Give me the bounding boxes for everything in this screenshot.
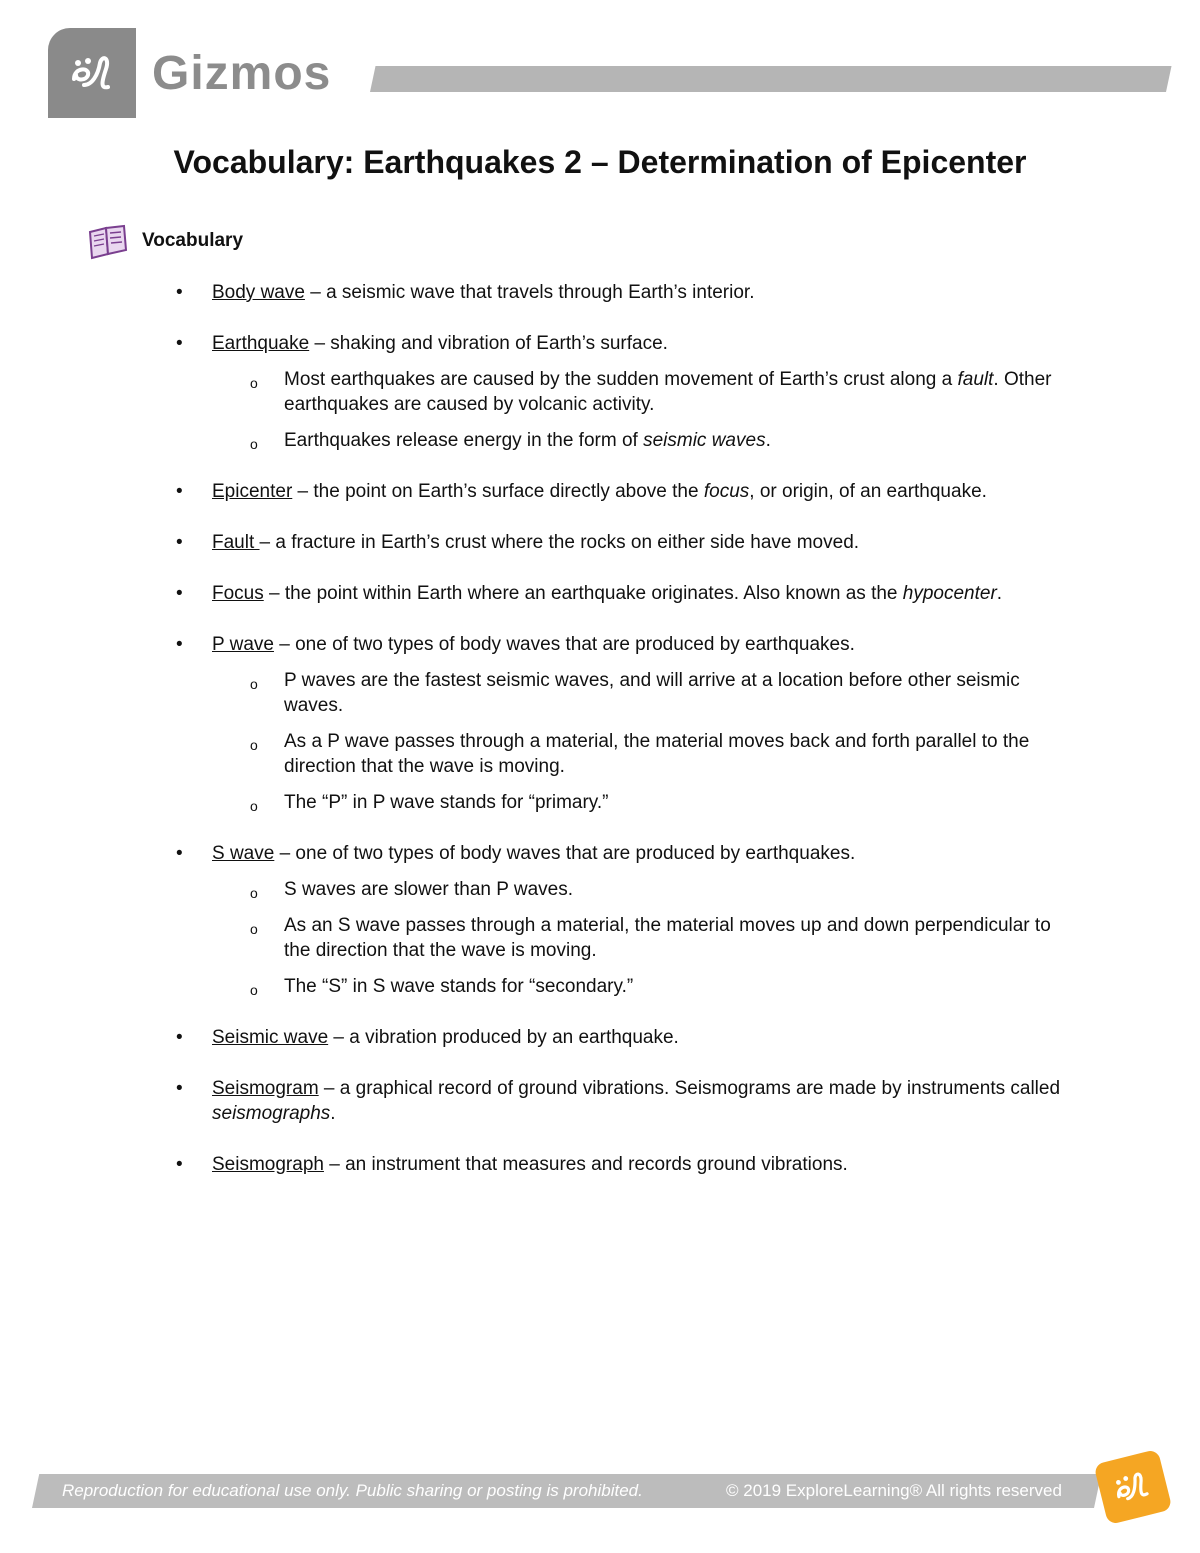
bullet-icon: • [176,583,183,604]
term-name: Seismograph [212,1154,324,1175]
page-title: Vocabulary: Earthquakes 2 – Determination of Epicenter [173,144,1027,180]
sub-bullet-icon: o [250,921,258,937]
vocab-term-p-wave [176,632,1072,815]
term-name: Focus [212,583,264,604]
term-name: Body wave [212,282,305,303]
book-icon [86,224,130,260]
sub-bullet-icon: o [250,436,258,452]
vocabulary-list [176,280,1072,1203]
vocab-term-seismic-wave [176,1025,1072,1050]
bullet-icon: • [176,282,183,303]
bullet-icon: • [176,333,183,354]
sub-point: o The “S” in S wave stands for “secondary.” [212,974,1072,999]
vocab-term-seismogram: • Seismogram – a graphical record of ground vibrations. Seismograms are made by instruments called seismographs. [176,1078,1061,1124]
section-heading: Vocabulary [142,230,244,251]
brand-name: Gizmos [152,47,332,100]
term-name: Fault [212,532,260,553]
footer-notice: Reproduction for educational use only. Public sharing or posting is prohibited. [62,1481,643,1500]
term-name: S wave [212,843,275,864]
sub-point: o The “P” in P wave stands for “primary.” [212,790,1072,815]
vocab-term-focus: • Focus – the point within Earth where an earthquake originates. Also known as the hypocenter. [176,583,1003,604]
term-name: Seismic wave [212,1027,329,1048]
sub-bullet-icon: o [250,375,258,391]
bullet-icon: • [176,634,183,655]
term-name: P wave [212,634,274,655]
bullet-icon: • [176,481,183,502]
bullet-icon: • [176,532,183,553]
sub-bullet-icon: o [250,885,258,901]
term-name: Epicenter [212,481,293,502]
sub-bullet-icon: o [250,676,258,692]
sub-point: o P waves are the fastest seismic waves, and will arrive at a location before other seismic waves. [250,670,1020,716]
el-logo-glyph-icon [1106,1460,1159,1513]
vocab-term-fault [176,530,1072,555]
footer-copyright: © 2019 ExploreLearning® All rights reserved [726,1481,1062,1500]
term-name: Seismogram [212,1078,319,1099]
bullet-icon: • [176,1154,183,1175]
explorelearning-corner-logo-icon [1093,1449,1172,1525]
sub-bullet-icon: o [250,798,258,814]
sub-point: o As an S wave passes through a material, the material moves up and down perpendicular to the direction that the wave is moving. [250,915,1051,961]
term-definition: – shaking and vibration of Earth’s surface. [309,333,668,354]
vocab-term-body-wave [176,280,1072,305]
term-definition: – an instrument that measures and records ground vibrations. [323,1154,848,1175]
bullet-icon: • [176,843,183,864]
term-definition: – one of two types of body waves that are produced by earthquakes. [274,843,856,864]
vocab-term-seismograph [176,1152,1072,1177]
vocab-term-s-wave [176,841,1072,999]
term-definition: – a seismic wave that travels through Earth’s interior. [304,282,755,303]
sub-point: o Most earthquakes are caused by the sudden movement of Earth’s crust along a fault. Other earthquakes are caused by volcanic activity. [250,369,1052,415]
bullet-icon: • [176,1027,183,1048]
sub-bullet-icon: o [250,982,258,998]
term-definition: – one of two types of body waves that are produced by earthquakes. [273,634,855,655]
sub-point: o Earthquakes release energy in the form of seismic waves. [212,428,1072,453]
term-definition: – a fracture in Earth’s crust where the rocks on either side have moved. [259,532,860,553]
explorelearning-logo-icon [48,28,136,118]
bullet-icon: • [176,1078,183,1099]
term-name: Earthquake [212,333,310,354]
el-logo-glyph-icon [64,45,120,101]
sub-point: o S waves are slower than P waves. [212,877,1072,902]
vocab-term-earthquake [176,331,1072,453]
header-bar [370,66,1172,92]
sub-point: o As a P wave passes through a material, the material moves back and forth parallel to the direction that the wave is moving. [250,731,1030,777]
term-definition: – a vibration produced by an earthquake. [328,1027,679,1048]
sub-bullet-icon: o [250,737,258,753]
vocab-term-epicenter: • Epicenter – the point on Earth’s surface directly above the focus, or origin, of an earthquake. [176,481,987,502]
